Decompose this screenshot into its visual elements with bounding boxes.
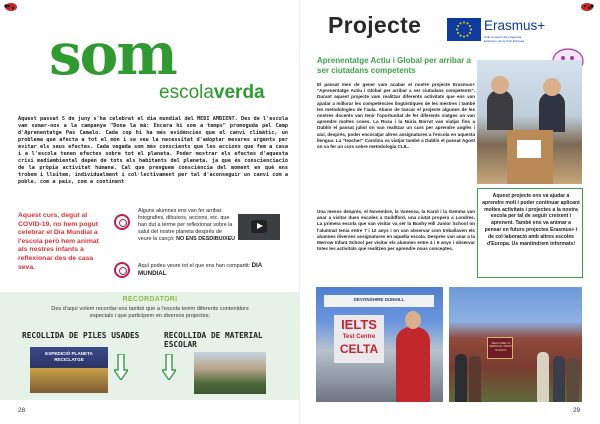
ladybug-icon [580,2,594,11]
page-title: Projecte [328,12,422,38]
collection-label-school-material: RECOLLIDA DE MATERIAL ESCOLAR [164,331,263,349]
ielts-sign: IELTS Test Centre CELTA [334,315,384,363]
article-body-1: El passat mes de gener vam acabar el nostre projecte Erasmus+ "Aprenentatge Actiu i Global per arribar a ser ciutadans competents". Durant aquest projecte vam realitzar diferents activitats que ens van ajudar a millorar les competències lingüístiques de les mestres i també les metodologies de l'aula. Abans de tancar el projecte algunes de les nostres docents van tenir l'oportunitat de fer diferents viatges on van aprendre moltes coses. La Rosa i la Núria Borrut van viatjar fins a Dublín el passat juliol on van realitzar un curs per aprendre anglès i així, després, poder encoratjar altres assignatures a l'escola en aquesta llengua. La "teacher" Carolina va viatjar també a Dublín el passat Agost on va fer un curs sobre metodologia CLIL. [317,82,475,150]
logo-word: escolaverda [159,82,265,103]
eu-funding-note: Amb el suport del programa Erasmus+ de la Unió Europea [484,35,525,43]
lecture-photo [477,60,582,184]
recordatori-title: RECORDATORI [122,296,178,303]
play-icon[interactable] [251,220,267,233]
conclusion-text: Aquest projecte ens va ajudar a aprendre molt i poder continuar aplicant moltes activitats i projectes a la nostra escola per tal de seguir creixent i aprenent. També ens va animar a pensar en futurs projectes Erasmus+ i de col·laboració amb altres escoles d'Europa. Us mantindrem informats! [482,193,580,247]
song-title: NO ENS DESDIBUIXEU [176,236,236,242]
info-photos: Alguns alumnes ens van fer arribar fotografies, dibuixos, accions, etc. que han dut a terme per reflexionar sobre la salut del nostre planeta després de veure la cançó: NO ENS DESDIBUIXEU [138,208,236,242]
article-heading: Aprenentatge Actiu i Global per arribar a ser ciutadans competents [317,56,471,75]
article-body-2: Una mesos després, el Novembre, la Vanessa, la Karol i la Gemma van anar a visitar dues escoles a Guildford, una ciutat propera a Londres. La primera escola que van visitar va ser la Bushy Hill Junior School on l'alumnat tenia entre 7 i 12 anys i on van observar com treballaven els alumnes diverses assignatures en aquella escola. Després van anar a la Merrow Infant School per visitar els alumnes entre 4 i 6 anys i observar totes les activitats que realitzen per aprendre nous conceptes. [317,209,475,252]
ielts-building-sign: DEVONSHIRE DUNHILL [353,297,405,302]
arrow-down-icon [162,354,176,380]
merrow-school-photo [449,287,582,402]
share-link[interactable]: DIA MUNDIAL [138,262,263,277]
teacher-figure [396,327,430,402]
page-number-right: 29 [573,407,581,414]
ladybug-icon [4,2,18,11]
spiral-icon [114,214,130,230]
intro-paragraph: Aquest passat 5 de juny s'ha celebrat el dia mundial del MEDI AMBIENT. Des de l'escola vam sumar-nos a la campanya "Dona la mà: Encara hi som a temps" promoguda pel Camp d'Aprenentatge Pas Camalo. Cada cop hi ha més evidències que el canvi climàtic, un problema que afecta a tot el món i se veu la necessitat d'adoptar mesures urgents per evitar els seus efectes. Cada vegada som més conscients que les accions que fem a casa i a l'escola tenen efectes sobre tot el planeta. Poder mostrar els efectes d'aquesta crisi mediambiental depèn de tots els habitants del planeta, ja que és conscienciació de la pròpia activitat humana. Cal que prenguem consciència del moment en què ens trobem i lluitem, individualment i col·lectivament per tal d'aconseguir un canvi com a poble, com a país, com a continent [18,116,288,185]
video-thumbnail[interactable] [238,214,280,240]
welcome-sign: WELCOME TO MERROW INFANT SCHOOL [487,337,513,359]
collection-label-batteries: RECOLLIDA DE PILES USADES [22,331,140,340]
erasmus-logo: Erasmus+ [484,18,546,33]
spiral-icon [114,262,130,278]
eu-flag-icon [447,18,481,41]
info-share: Aquí podeu veure tot el que ens han compartit: DIA MUNDIAL [138,262,263,277]
school-material-photo [194,352,266,394]
covid-quote: Aquest curs, degut al COVID-19, no hem pogut celebrar el Dia Mundial a l'escola però hem animat als nostres infants a reflexionar des de casa seva. [18,212,99,271]
recycling-book-photo: EXPEDICIÓ PLANETA RECICLATGE [30,347,108,393]
conclusion-box [477,188,583,278]
page-number-left: 28 [18,407,26,414]
arrow-down-icon [114,354,128,380]
som-escola-verda-logo [49,20,265,110]
logo-mark: som [49,20,176,88]
recordatori-text: Des d'aquí volem recordar-vos també que a l'escola tenim diferents contenidors especials i que participem en diversos projectes: [51,306,249,319]
ielts-centre-photo [316,287,443,402]
